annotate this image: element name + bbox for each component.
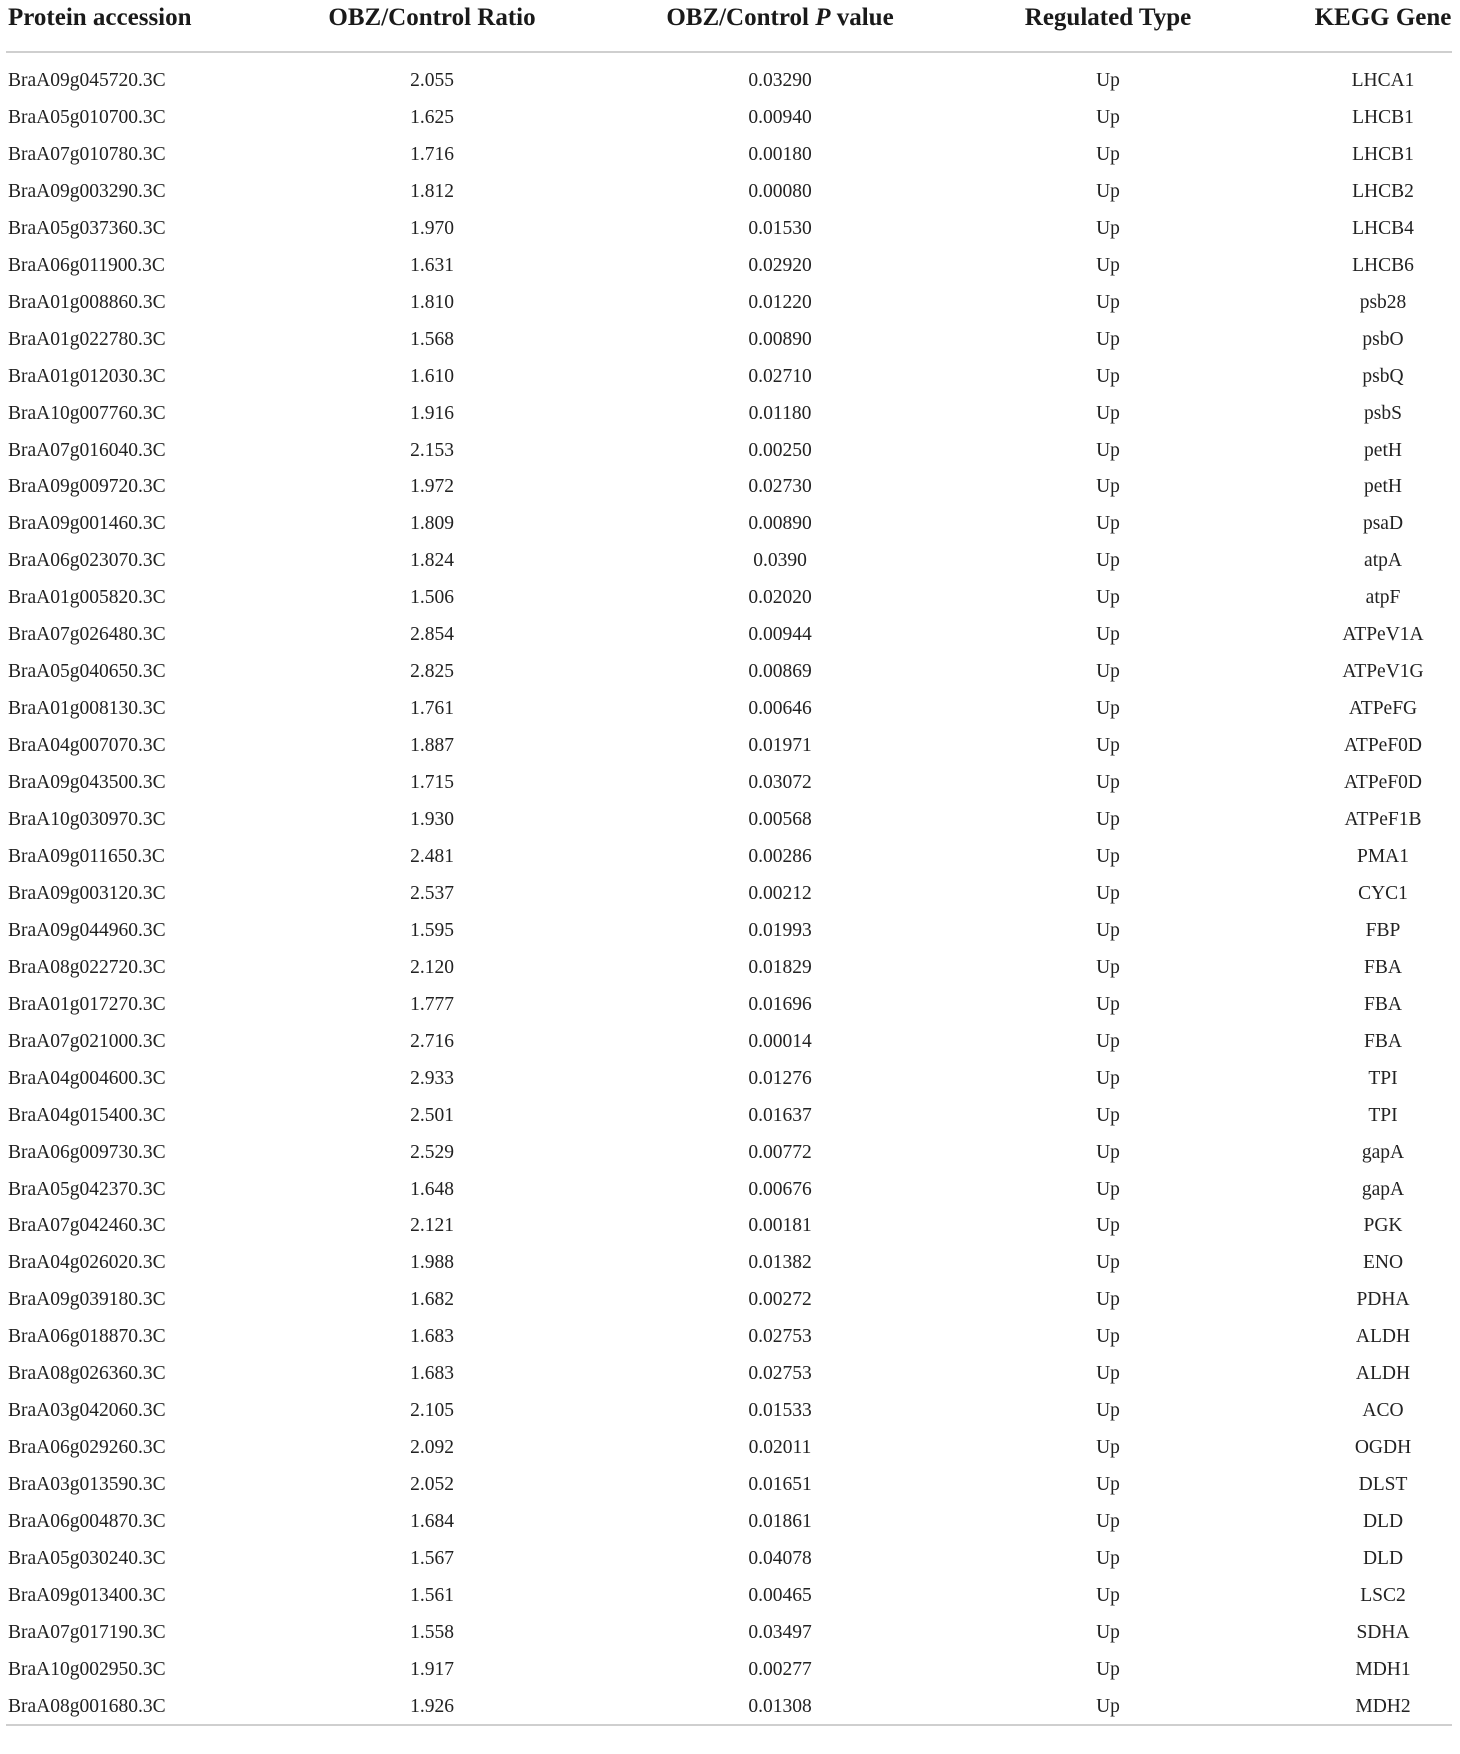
table-row: BraA09g039180.3C 1.682 0.00272 Up PDHA bbox=[8, 1289, 1410, 1311]
protein-accession-cell: BraA04g004600.3C bbox=[8, 1067, 166, 1089]
table-row: BraA05g037360.3C 1.970 0.01530 Up LHCB4 bbox=[8, 217, 1414, 239]
table-row: BraA01g022780.3C 1.568 0.00890 Up psbO bbox=[8, 328, 1404, 350]
table-row: BraA09g003120.3C 2.537 0.00212 Up CYC1 bbox=[8, 882, 1408, 904]
table-row: BraA10g007760.3C 1.916 0.01180 Up psbS bbox=[8, 402, 1402, 424]
protein-accession-cell: BraA07g016040.3C bbox=[8, 439, 166, 461]
protein-accession-cell: BraA04g026020.3C bbox=[8, 1252, 166, 1274]
table-row: BraA09g045720.3C 2.055 0.03290 Up LHCA1 bbox=[8, 70, 1415, 91]
protein-accession-cell: BraA04g007070.3C bbox=[8, 735, 166, 757]
protein-accession-cell: BraA05g040650.3C bbox=[8, 661, 166, 683]
protein-accession-cell: BraA09g045720.3C bbox=[8, 70, 166, 91]
table-row: BraA05g040650.3C 2.825 0.00869 Up ATPeV1G bbox=[8, 661, 1424, 683]
protein-accession-cell: BraA09g013400.3C bbox=[8, 1584, 166, 1606]
table-row: BraA07g042460.3C 2.121 0.00181 Up PGK bbox=[8, 1215, 1403, 1237]
table-bottom-divider bbox=[6, 1724, 1452, 1726]
table-row: BraA06g009730.3C 2.529 0.00772 Up gapA bbox=[8, 1141, 1405, 1163]
protein-accession-cell: BraA10g030970.3C bbox=[8, 809, 166, 830]
protein-accession-cell: BraA08g026360.3C bbox=[8, 1363, 166, 1385]
table-row: BraA04g004600.3C 2.933 0.01276 Up TPI bbox=[8, 1067, 1398, 1089]
table-row: BraA01g012030.3C 1.610 0.02710 Up psbQ bbox=[8, 365, 1404, 387]
protein-accession-cell: BraA06g018870.3C bbox=[8, 1326, 166, 1348]
table-row: BraA06g029260.3C 2.092 0.02011 Up OGDH bbox=[8, 1437, 1412, 1459]
table-row: BraA07g021000.3C 2.716 0.00014 Up FBA bbox=[8, 1030, 1402, 1052]
protein-accession-cell: BraA05g042370.3C bbox=[8, 1178, 166, 1200]
protein-accession-cell: BraA09g003290.3C bbox=[8, 180, 166, 202]
protein-accession-cell: BraA01g008130.3C bbox=[8, 698, 166, 720]
table-row: BraA01g005820.3C 1.506 0.02020 Up atpF bbox=[8, 587, 1401, 609]
protein-accession-cell: BraA06g023070.3C bbox=[8, 550, 166, 572]
table-row: BraA09g001460.3C 1.809 0.00890 Up psaD bbox=[8, 513, 1404, 535]
protein-accession-cell: BraA09g009720.3C bbox=[8, 476, 166, 498]
table-row: BraA04g007070.3C 1.887 0.01971 Up ATPeF0D bbox=[8, 735, 1423, 757]
table-row: BraA10g002950.3C 1.917 0.00277 Up MDH1 bbox=[8, 1658, 1411, 1680]
table-row: BraA07g017190.3C 1.558 0.03497 Up SDHA bbox=[8, 1621, 1410, 1643]
table-row: BraA08g001680.3C 1.926 0.01308 Up MDH2 bbox=[8, 1695, 1411, 1717]
protein-accession-cell: BraA08g001680.3C bbox=[8, 1695, 166, 1717]
table-row: BraA06g018870.3C 1.683 0.02753 Up ALDH bbox=[8, 1326, 1411, 1348]
table-row: BraA01g008130.3C 1.761 0.00646 Up ATPeFG bbox=[8, 698, 1418, 720]
protein-accession-cell: BraA06g009730.3C bbox=[8, 1141, 166, 1163]
table-row: BraA06g004870.3C 1.684 0.01861 Up DLD bbox=[8, 1511, 1404, 1533]
protein-accession-cell: BraA09g043500.3C bbox=[8, 772, 166, 794]
protein-accession-cell: BraA07g010780.3C bbox=[8, 143, 166, 165]
protein-accession-cell: BraA01g017270.3C bbox=[8, 993, 166, 1015]
table-row: BraA09g003290.3C 1.812 0.00080 Up LHCB2 bbox=[8, 180, 1414, 202]
protein-accession-cell: BraA01g005820.3C bbox=[8, 587, 166, 609]
protein-accession-cell: BraA01g022780.3C bbox=[8, 328, 166, 350]
table-row: BraA04g026020.3C 1.988 0.01382 Up ENO bbox=[8, 1252, 1404, 1274]
table-row: BraA05g030240.3C 1.567 0.04078 Up DLD bbox=[8, 1548, 1404, 1569]
table-row: BraA08g022720.3C 2.120 0.01829 Up FBA bbox=[8, 956, 1402, 978]
header-divider bbox=[6, 51, 1452, 53]
protein-accession-cell: BraA10g007760.3C bbox=[8, 402, 166, 424]
protein-accession-cell: BraA09g044960.3C bbox=[8, 919, 166, 941]
protein-accession-cell: BraA07g026480.3C bbox=[8, 624, 166, 646]
table-row: BraA09g043500.3C 1.715 0.03072 Up ATPeF0D bbox=[8, 772, 1423, 794]
protein-accession-cell: BraA03g013590.3C bbox=[8, 1474, 166, 1496]
table-row: BraA07g016040.3C 2.153 0.00250 Up petH bbox=[8, 439, 1402, 461]
protein-accession-cell: BraA05g010700.3C bbox=[8, 106, 166, 128]
protein-accession-cell: BraA06g029260.3C bbox=[8, 1437, 166, 1459]
table-row: BraA03g013590.3C 2.052 0.01651 Up DLST bbox=[8, 1474, 1408, 1496]
protein-accession-cell: BraA09g039180.3C bbox=[8, 1289, 166, 1311]
protein-accession-cell: BraA07g021000.3C bbox=[8, 1030, 166, 1052]
table-row: BraA06g011900.3C 1.631 0.02920 Up LHCB6 bbox=[8, 254, 1414, 276]
table-row: BraA10g030970.3C 1.930 0.00568 Up ATPeF1B bbox=[8, 809, 1422, 830]
protein-accession-cell: BraA01g012030.3C bbox=[8, 365, 166, 387]
protein-accession-cell: BraA07g042460.3C bbox=[8, 1215, 166, 1237]
protein-accession-cell: BraA05g030240.3C bbox=[8, 1548, 166, 1569]
protein-accession-cell: BraA06g011900.3C bbox=[8, 254, 165, 276]
protein-accession-cell: BraA08g022720.3C bbox=[8, 956, 166, 978]
protein-accession-cell: BraA05g037360.3C bbox=[8, 217, 166, 239]
table-row: BraA06g023070.3C 1.824 0.0390 Up atpA bbox=[8, 550, 1402, 572]
table-row: BraA03g042060.3C 2.105 0.01533 Up ACO bbox=[8, 1400, 1404, 1422]
protein-accession-cell: BraA09g001460.3C bbox=[8, 513, 166, 535]
table-header: Protein accession OBZ/Control Ratio OBZ/Control P value Regulated Type KEGG Gene bbox=[8, 4, 1452, 31]
table-row: BraA08g026360.3C 1.683 0.02753 Up ALDH bbox=[8, 1363, 1411, 1385]
table-row: BraA09g011650.3C 2.481 0.00286 Up PMA1 bbox=[8, 845, 1410, 867]
protein-accession-cell: BraA01g008860.3C bbox=[8, 291, 166, 313]
table-row: BraA04g015400.3C 2.501 0.01637 Up TPI bbox=[8, 1104, 1398, 1126]
protein-accession-cell: BraA09g011650.3C bbox=[8, 845, 165, 867]
table-row: BraA05g042370.3C 1.648 0.00676 Up gapA bbox=[8, 1178, 1405, 1200]
protein-accession-cell: BraA09g003120.3C bbox=[8, 882, 166, 904]
table-row: BraA01g008860.3C 1.810 0.01220 Up psb28 bbox=[8, 291, 1407, 313]
protein-accession-cell: BraA07g017190.3C bbox=[8, 1621, 166, 1643]
table-row: BraA05g010700.3C 1.625 0.00940 Up LHCB1 bbox=[8, 106, 1414, 128]
table-row: BraA07g026480.3C 2.854 0.00944 Up ATPeV1A bbox=[8, 624, 1424, 646]
table-row: BraA01g017270.3C 1.777 0.01696 Up FBA bbox=[8, 993, 1402, 1015]
header-protein-accession: Protein accession bbox=[8, 4, 192, 31]
protein-accession-cell: BraA03g042060.3C bbox=[8, 1400, 166, 1422]
protein-accession-cell: BraA10g002950.3C bbox=[8, 1658, 166, 1680]
table-row: BraA07g010780.3C 1.716 0.00180 Up LHCB1 bbox=[8, 143, 1414, 165]
table-row: BraA09g009720.3C 1.972 0.02730 Up petH bbox=[8, 476, 1402, 498]
table-row: BraA09g013400.3C 1.561 0.00465 Up LSC2 bbox=[8, 1584, 1406, 1606]
protein-accession-cell: BraA04g015400.3C bbox=[8, 1104, 166, 1126]
table-row: BraA09g044960.3C 1.595 0.01993 Up FBP bbox=[8, 919, 1401, 941]
protein-accession-cell: BraA06g004870.3C bbox=[8, 1511, 166, 1533]
